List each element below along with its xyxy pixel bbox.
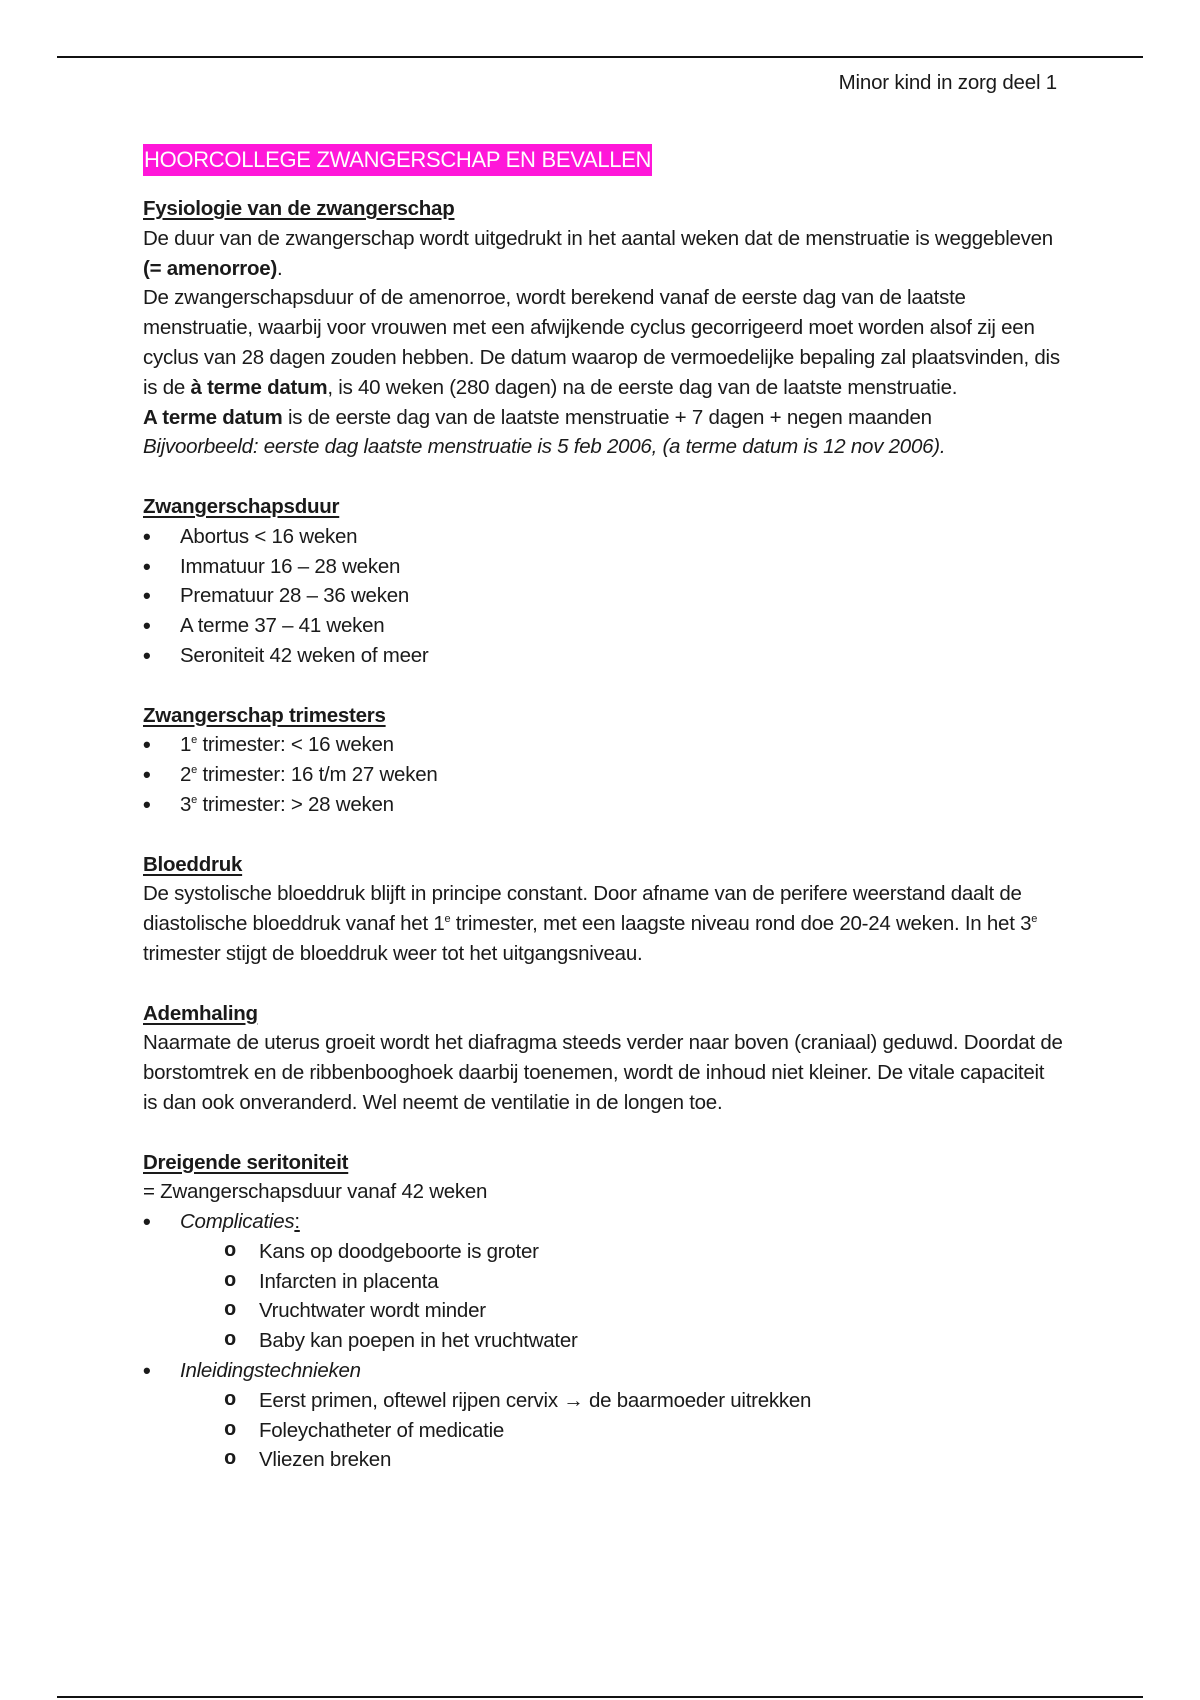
paragraph: A terme datum is de eerste dag van de laatste menstruatie + 7 dagen + negen maanden bbox=[143, 405, 932, 429]
example-paragraph: Bijvoorbeeld: eerste dag laatste menstruatie is 5 feb 2006, (a terme datum is 12 nov 2006). bbox=[143, 435, 946, 459]
complicaties-sublist bbox=[180, 1237, 1063, 1356]
list-item: • 1e trimester: < 16 weken bbox=[143, 730, 1063, 760]
list-item: • Immatuur 16 – 28 weken bbox=[143, 552, 1063, 582]
sub-list-item: o Kans op doodgeboorte is groter bbox=[180, 1237, 1063, 1267]
list-item: • A terme 37 – 41 weken bbox=[143, 611, 1063, 641]
paragraph: De zwangerschapsduur of de amenorroe, wordt berekend vanaf de eerste dag van de laatste menstruatie, waarbij voor vrouwen met een afwijkende cyclus gecorrigeerd moet worden alsof zij een cyclus van 28 dagen zouden hebben. De datum waarop de vermoedelijke bepaling zal plaatsvinden, dis is de à terme datum, is 40 weken (280 dagen) na de eerste dag van de laatste menstruatie. bbox=[143, 286, 1060, 399]
section-heading: Zwangerschap trimesters bbox=[143, 703, 386, 727]
sub-list-item: o Vruchtwater wordt minder bbox=[180, 1296, 1063, 1326]
arrow-right-icon: → bbox=[563, 1388, 584, 1412]
inleiding-label: Inleidingstechnieken bbox=[180, 1359, 361, 1383]
list-item: • Prematuur 28 – 36 weken bbox=[143, 581, 1063, 611]
section-trimesters bbox=[143, 701, 1063, 820]
section-heading: Bloeddruk bbox=[143, 852, 243, 876]
section-ademhaling bbox=[143, 999, 1063, 1118]
list-item: • Complicaties: o Kans op doodgeboorte is groter o Infarcten in placenta o Vruchtwater wordt minder o Baby kan poepen in het vruchtwater bbox=[143, 1207, 1063, 1356]
sub-list-item: o Infarcten in placenta bbox=[180, 1267, 1063, 1297]
section-fysiologie bbox=[143, 194, 1063, 462]
header-rule bbox=[57, 56, 1143, 58]
definition: = Zwangerschapsduur vanaf 42 weken bbox=[143, 1180, 488, 1204]
section-bloeddruk bbox=[143, 850, 1063, 969]
list-item: • 2e trimester: 16 t/m 27 weken bbox=[143, 760, 1063, 790]
paragraph: De systolische bloeddruk blijft in principe constant. Door afname van de perifere weerstand daalt de diastolische bloeddruk vanaf het 1e trimester, met een laagste niveau rond doe 20-24 weken. In het 3e trimester stijgt de bloeddruk weer tot het uitgangsniveau. bbox=[143, 882, 1038, 965]
footer-rule bbox=[57, 1696, 1143, 1698]
duur-list bbox=[143, 522, 1063, 671]
list-item bbox=[143, 1356, 1063, 1475]
seritoniteit-list bbox=[143, 1207, 1063, 1475]
paragraph: Naarmate de uterus groeit wordt het diafragma steeds verder naar boven (craniaal) geduwd. Doordat de borstomtrek en de ribbenbooghoek daarbij toenemen, wordt de inhoud niet kleiner. De vitale capaciteit is dan ook onveranderd. Wel neemt de ventilatie in de longen toe. bbox=[143, 1031, 1063, 1114]
sub-list-item: o Eerst primen, oftewel rijpen cervix → de baarmoeder uitrekken bbox=[180, 1386, 1063, 1416]
list-item: • Seroniteit 42 weken of meer bbox=[143, 641, 1063, 671]
page-header: Minor kind in zorg deel 1 bbox=[838, 71, 1057, 94]
document-title bbox=[143, 144, 1063, 176]
sub-list-item: o Vliezen breken bbox=[180, 1445, 1063, 1475]
paragraph: De duur van de zwangerschap wordt uitgedrukt in het aantal weken dat de menstruatie is weggebleven (= amenorroe). bbox=[143, 226, 1053, 280]
title-highlight: HOORCOLLEGE ZWANGERSCHAP EN BEVALLEN bbox=[143, 144, 652, 176]
document-body bbox=[143, 144, 1063, 1475]
inleiding-sublist bbox=[180, 1386, 1063, 1475]
section-heading: Zwangerschapsduur bbox=[143, 494, 340, 518]
sub-list-item: o Baby kan poepen in het vruchtwater bbox=[180, 1326, 1063, 1356]
sub-list-item: o Foleychatheter of medicatie bbox=[180, 1416, 1063, 1446]
complicaties-label: Complicaties bbox=[180, 1210, 295, 1234]
section-seritoniteit bbox=[143, 1148, 1063, 1476]
section-zwangerschapsduur bbox=[143, 492, 1063, 671]
section-heading: Fysiologie van de zwangerschap bbox=[143, 197, 455, 220]
section-heading: Ademhaling bbox=[143, 1001, 258, 1025]
section-heading: Dreigende seritoniteit bbox=[143, 1150, 349, 1174]
list-item: • 3e trimester: > 28 weken bbox=[143, 790, 1063, 820]
trimester-list bbox=[143, 730, 1063, 819]
list-item: • Abortus < 16 weken bbox=[143, 522, 1063, 552]
